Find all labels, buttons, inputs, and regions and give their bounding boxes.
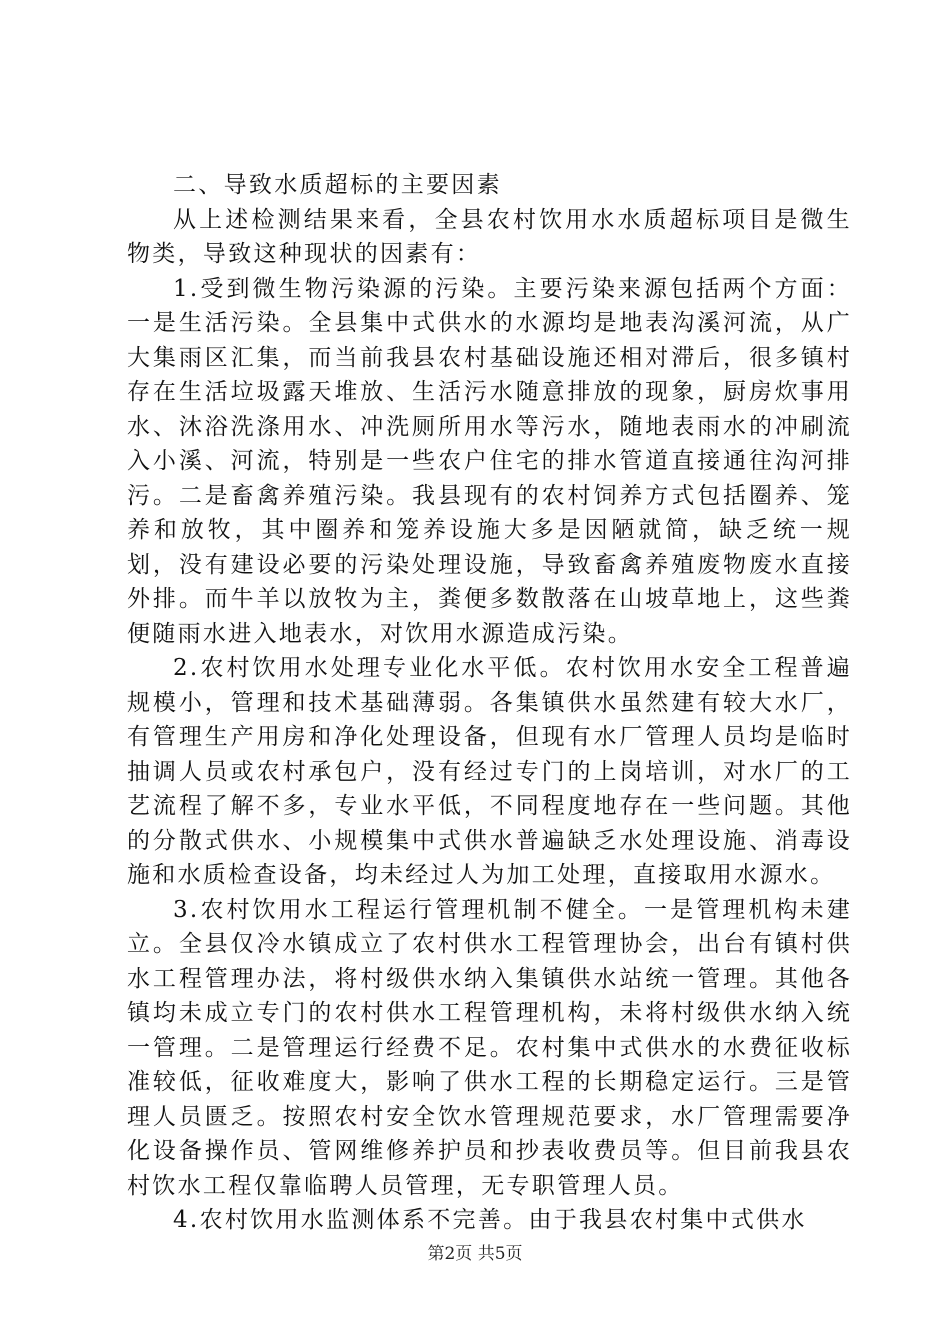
paragraph-item-3: 3.农村饮用水工程运行管理机制不健全。一是管理机构未建立。全县仅冷水镇成立了农村供水工程管理协会，出台有镇村供水工程管理办法，将村级供水纳入集镇供水站统一管理。其他各镇均未成立专门的农村供水工程管理机构，未将村级供水纳入统一管理。二是管理运行经费不足。农村集中式供水的水费征收标准较低，征收难度大，影响了供水工程的长期稳定运行。三是管理人员匮乏。按照农村安全饮水管理规范要求，水厂管理需要净化设备操作员、管网维修养护员和抄表收费员等。但目前我县农村饮水工程仅靠临聘人员管理，无专职管理人员。 <box>127 896 852 1199</box>
page-number-footer: 第2页 共5页 <box>427 1244 523 1264</box>
paragraph-item-1: 1.受到微生物污染源的污染。主要污染来源包括两个方面：一是生活污染。全县集中式供水的水源均是地表沟溪河流，从广大集雨区汇集，而当前我县农村基础设施还相对滞后，很多镇村存在生活垃圾露天堆放、生活污水随意排放的现象，厨房炊事用水、沐浴洗涤用水、冲洗厕所用水等污水，随地表雨水的冲刷流入小溪、河流，特别是一些农户住宅的排水管道直接通往沟河排污。二是畜禽养殖污染。我县现有的农村饲养方式包括圈养、笼养和放牧，其中圈养和笼养设施大多是因陋就简，缺乏统一规划，没有建设必要的污染处理设施，导致畜禽养殖废物废水直接外排。而牛羊以放牧为主，粪便多数散落在山坡草地上，这些粪便随雨水进入地表水，对饮用水源造成污染。 <box>127 275 852 647</box>
section-heading: 二、导致水质超标的主要因素 <box>173 172 502 198</box>
paragraph-item-2: 2.农村饮用水处理专业化水平低。农村饮用水安全工程普遍规模小，管理和技术基础薄弱。各集镇供水虽然建有较大水厂，有管理生产用房和净化处理设备，但现有水厂管理人员均是临时抽调人员或农村承包户，没有经过专门的上岗培训，对水厂的工艺流程了解不多，专业水平低，不同程度地存在一些问题。其他的分散式供水、小规模集中式供水普遍缺乏水处理设施、消毒设施和水质检查设备，均未经过人为加工处理，直接取用水源水。 <box>127 655 852 888</box>
paragraph-intro: 从上述检测结果来看，全县农村饮用水水质超标项目是微生物类，导致这种现状的因素有： <box>127 206 852 267</box>
paragraph-item-4: 4.农村饮用水监测体系不完善。由于我县农村集中式供水 <box>173 1207 807 1233</box>
document-body <box>127 168 852 1238</box>
